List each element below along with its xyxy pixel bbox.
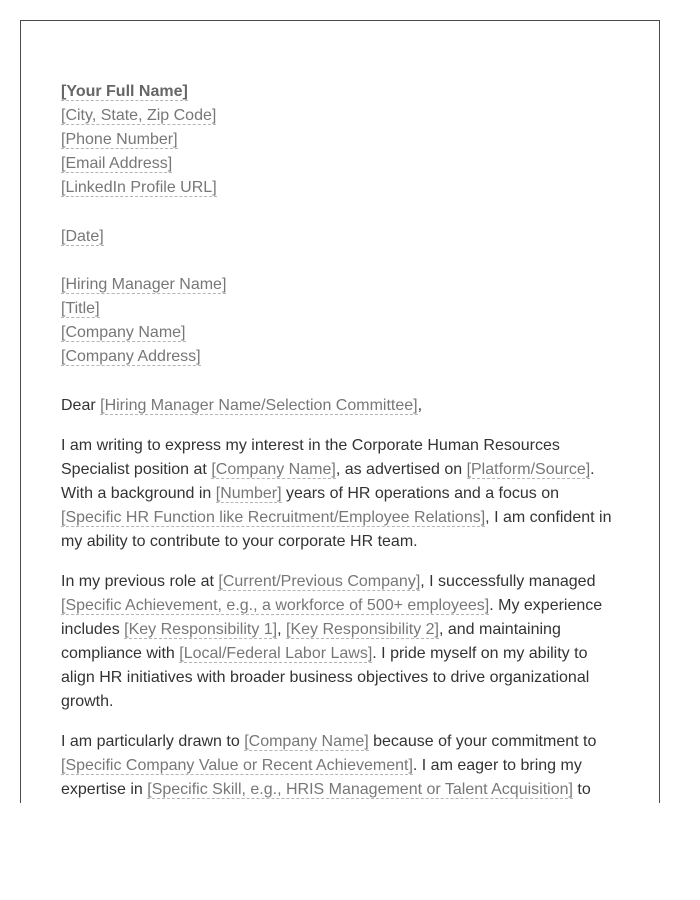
text-run: , and maintaining [438, 621, 561, 638]
paragraph-line [61, 506, 617, 530]
recipient-company-address: [Company Address] [61, 348, 201, 365]
text-run: . I pride myself on my ability to [372, 645, 588, 662]
recipient-company-name: [Company Name] [61, 324, 186, 341]
placeholder-company-name: [Company Name] [244, 733, 369, 750]
sender-phone: [Phone Number] [61, 131, 178, 148]
text-run: , I successfully managed [420, 573, 596, 590]
sender-linkedin-line [61, 176, 617, 200]
text-run: years of HR operations and a focus on [281, 485, 560, 502]
paragraph-experience [61, 570, 617, 714]
sender-full-name: [Your Full Name] [61, 83, 188, 100]
recipient-name-line [61, 273, 617, 297]
text-run: In my previous role at [61, 573, 219, 590]
document-page [20, 20, 660, 803]
text-run: , I am confident in [485, 509, 612, 526]
text-run: . I am eager to bring my [412, 757, 582, 774]
paragraph-line [61, 530, 617, 554]
placeholder-company-value: [Specific Company Value or Recent Achievement] [61, 757, 413, 774]
salutation-line [61, 394, 617, 418]
paragraph-line [61, 690, 617, 714]
recipient-address-line [61, 345, 617, 369]
text-run: Specialist position at [61, 461, 212, 478]
text-run: I am writing to express my interest in the Corporate Human Resources [61, 437, 560, 454]
text-run: includes [61, 621, 125, 638]
paragraph-line [61, 778, 617, 802]
paragraph-interest [61, 434, 617, 554]
text-run: , [277, 621, 287, 638]
paragraph-line [61, 458, 617, 482]
paragraph-line [61, 666, 617, 690]
date-block [61, 225, 617, 249]
spacer [61, 714, 617, 730]
text-run: growth. [61, 693, 114, 710]
placeholder-hr-function: [Specific HR Function like Recruitment/Employee Relations] [61, 509, 486, 526]
paragraph-line [61, 570, 617, 594]
paragraph-line [61, 434, 617, 458]
text-run: to [572, 781, 591, 798]
sender-email-line [61, 152, 617, 176]
text-run: my ability to contribute to your corporate HR team. [61, 533, 418, 550]
placeholder-skill: [Specific Skill, e.g., HRIS Management or Talent Acquisition] [147, 781, 573, 798]
salutation-prefix: Dear [61, 397, 101, 414]
placeholder-number: [Number] [215, 485, 282, 502]
text-run: because of your commitment to [368, 733, 597, 750]
recipient-title: [Title] [61, 300, 100, 317]
paragraph-line [61, 730, 617, 754]
placeholder-company-name: [Company Name] [211, 461, 336, 478]
placeholder-responsibility-1: [Key Responsibility 1] [124, 621, 278, 638]
spacer [61, 554, 617, 570]
placeholder-achievement: [Specific Achievement, e.g., a workforce of 500+ employees] [61, 597, 490, 614]
text-run: With a background in [61, 485, 216, 502]
text-run: I am particularly drawn to [61, 733, 245, 750]
sender-city-state-zip: [City, State, Zip Code] [61, 107, 217, 124]
sender-name-line [61, 80, 617, 104]
cover-letter-body [61, 80, 617, 802]
spacer [61, 249, 617, 273]
spacer [61, 200, 617, 225]
spacer [61, 369, 617, 394]
text-run: , as advertised on [335, 461, 467, 478]
sender-linkedin: [LinkedIn Profile URL] [61, 179, 217, 196]
text-run: . [590, 461, 595, 478]
paragraph-line [61, 618, 617, 642]
paragraph-line [61, 754, 617, 778]
placeholder-platform: [Platform/Source] [466, 461, 591, 478]
paragraph-motivation [61, 730, 617, 802]
placeholder-responsibility-2: [Key Responsibility 2] [286, 621, 439, 638]
sender-city-line [61, 104, 617, 128]
salutation-suffix: , [417, 397, 423, 414]
letter-date: [Date] [61, 228, 104, 245]
paragraph-line [61, 642, 617, 666]
sender-email: [Email Address] [61, 155, 173, 172]
spacer [61, 418, 617, 434]
text-run: . My experience [489, 597, 603, 614]
text-run: compliance with [61, 645, 180, 662]
date-line [61, 225, 617, 249]
recipient-title-line [61, 297, 617, 321]
paragraph-line [61, 594, 617, 618]
salutation-name: [Hiring Manager Name/Selection Committee] [100, 397, 418, 414]
text-run: expertise in [61, 781, 148, 798]
sender-phone-line [61, 128, 617, 152]
sender-block [61, 80, 617, 200]
recipient-manager-name: [Hiring Manager Name] [61, 276, 227, 293]
text-run: align HR initiatives with broader business objectives to drive organizational [61, 669, 590, 686]
recipient-company-line [61, 321, 617, 345]
placeholder-previous-company: [Current/Previous Company] [218, 573, 421, 590]
recipient-block [61, 273, 617, 369]
salutation [61, 394, 617, 418]
paragraph-line [61, 482, 617, 506]
placeholder-labor-laws: [Local/Federal Labor Laws] [179, 645, 373, 662]
